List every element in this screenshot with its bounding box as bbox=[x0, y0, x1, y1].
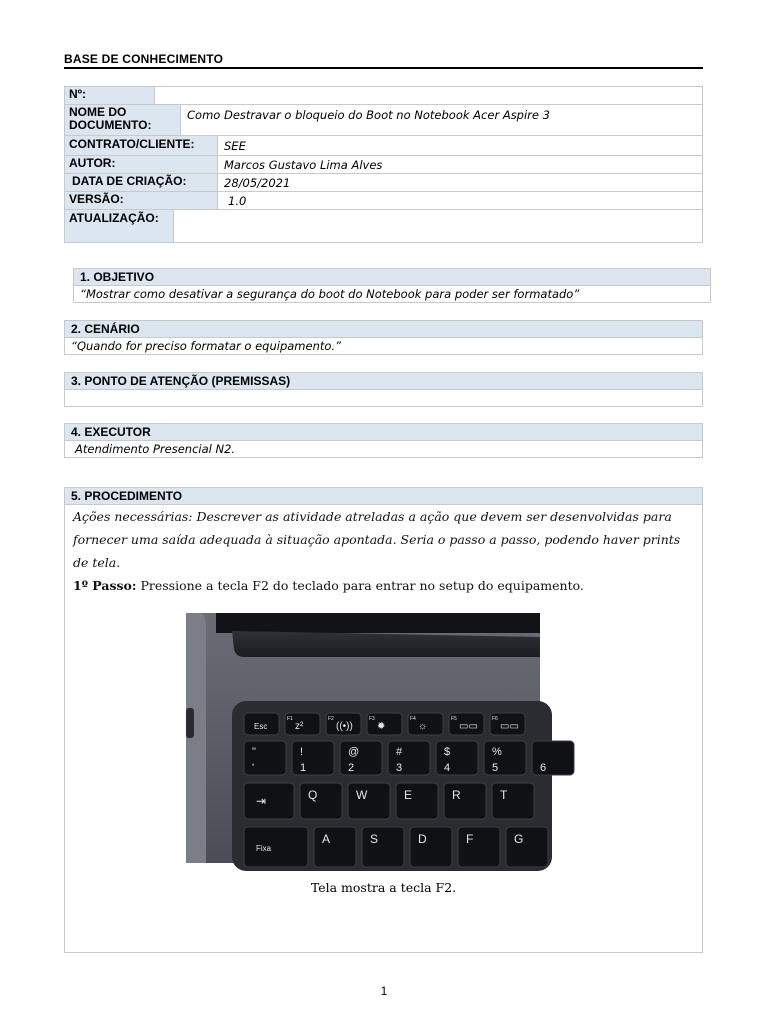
letter-key bbox=[396, 783, 438, 819]
step-1-label: 1º Passo: bbox=[73, 578, 137, 593]
number-key bbox=[388, 741, 430, 775]
section-scenario bbox=[64, 320, 703, 355]
number-key bbox=[340, 741, 382, 775]
procedure-text bbox=[65, 505, 702, 597]
tab-key bbox=[244, 783, 294, 819]
number-key bbox=[532, 741, 574, 775]
letter-key-label: Q bbox=[308, 788, 318, 802]
fn-key-symbol: ☼ bbox=[418, 721, 428, 732]
letter-key-label: R bbox=[452, 788, 461, 802]
letter-key-label: W bbox=[356, 788, 368, 802]
number-key-bottom: 6 bbox=[540, 762, 547, 774]
letter-key-label: G bbox=[514, 832, 524, 846]
info-value-update bbox=[174, 210, 702, 242]
info-label-version: VERSÃO: bbox=[65, 192, 218, 209]
fn-key-label: F4 bbox=[410, 716, 416, 722]
info-row-author bbox=[65, 156, 702, 174]
fn-key-label: F5 bbox=[451, 716, 457, 722]
fn-key-label: F6 bbox=[492, 716, 498, 722]
number-key-bottom: 4 bbox=[444, 762, 451, 774]
section-scenario-text: “Quando for preciso formatar o equipamento.” bbox=[71, 339, 342, 353]
info-row-document-name bbox=[65, 105, 702, 136]
letter-key bbox=[492, 783, 534, 819]
info-value-version: 1.0 bbox=[228, 194, 247, 208]
letter-key bbox=[348, 783, 390, 819]
number-key-top: @ bbox=[348, 746, 360, 758]
info-row-update bbox=[65, 210, 702, 242]
info-label-author: AUTOR: bbox=[65, 156, 218, 173]
document-title: BASE DE CONHECIMENTO bbox=[64, 52, 224, 66]
info-label-document-name: NOME DO DOCUMENTO: bbox=[65, 105, 181, 135]
info-label-contract-client: CONTRATO/CLIENTE: bbox=[65, 136, 218, 155]
info-label-creation-date: DATA DE CRIAÇÃO: bbox=[65, 174, 218, 191]
info-row-version bbox=[65, 192, 702, 210]
number-key-top: ! bbox=[300, 746, 304, 758]
fn-key-symbol: ((•)) bbox=[336, 721, 353, 732]
info-value-number bbox=[155, 87, 702, 104]
number-key-bottom: 1 bbox=[300, 762, 307, 774]
image-caption: Tela mostra a tecla F2. bbox=[310, 880, 457, 895]
section-executor-text: Atendimento Presencial N2. bbox=[75, 442, 236, 456]
fn-key-label: F3 bbox=[369, 716, 375, 722]
keyboard-photo-svg bbox=[186, 613, 547, 863]
number-key bbox=[292, 741, 334, 775]
number-key-top: $ bbox=[444, 746, 451, 758]
info-value-contract-client: SEE bbox=[224, 139, 246, 153]
letter-key-label: A bbox=[322, 832, 331, 846]
letter-key bbox=[444, 783, 486, 819]
letter-key bbox=[300, 783, 342, 819]
letter-key-label: S bbox=[370, 832, 379, 846]
number-key bbox=[436, 741, 478, 775]
info-value-author: Marcos Gustavo Lima Alves bbox=[224, 158, 383, 172]
letter-key-label: F bbox=[466, 832, 474, 846]
number-key-top: " bbox=[252, 746, 256, 758]
tab-key-symbol: ⇥ bbox=[256, 794, 267, 808]
number-key-top: # bbox=[396, 746, 403, 758]
section-executor-title: 4. EXECUTOR bbox=[65, 424, 702, 441]
fn-key-label: F1 bbox=[287, 716, 293, 722]
section-objective-text: “Mostrar como desativar a segurança do boot do Notebook para poder ser formatado” bbox=[80, 287, 580, 301]
keyboard-photo bbox=[186, 613, 547, 863]
info-row-contract-client bbox=[65, 136, 702, 156]
info-value-document-name: Como Destravar o bloqueio do Boot no Notebook Acer Aspire 3 bbox=[187, 108, 550, 122]
letter-key bbox=[410, 827, 452, 867]
number-key-bottom: ' bbox=[252, 762, 255, 774]
screen-bottom bbox=[216, 613, 540, 633]
caps-key bbox=[244, 827, 308, 867]
letter-key bbox=[314, 827, 356, 867]
info-row-number bbox=[65, 87, 702, 105]
caps-key-label: Fixa bbox=[256, 844, 272, 853]
letter-key-label: T bbox=[500, 788, 508, 802]
info-label-number: Nº: bbox=[65, 87, 155, 104]
document-info-table bbox=[64, 86, 703, 243]
section-objective bbox=[73, 268, 711, 303]
letter-key bbox=[458, 827, 500, 867]
info-label-update: ATUALIZAÇÃO: bbox=[65, 210, 174, 242]
number-key bbox=[484, 741, 526, 775]
title-rule bbox=[64, 67, 703, 69]
fn-key-symbol: Esc bbox=[254, 722, 268, 731]
section-attention-point-title: 3. PONTO DE ATENÇÃO (PREMISSAS) bbox=[65, 373, 702, 390]
section-scenario-title: 2. CENÁRIO bbox=[65, 321, 702, 338]
fn-key-symbol: ▭▭ bbox=[500, 721, 519, 732]
fn-key-label: F2 bbox=[328, 716, 334, 722]
procedure-intro: Ações necessárias: Descrever as atividade atreladas a ação que devem ser desenvolvidas para fornecer uma saída adequada à situação apontada. Seria o passo a passo, podendo haver prints de tela. bbox=[73, 509, 681, 570]
number-key-bottom: 5 bbox=[492, 762, 499, 774]
section-objective-title: 1. OBJETIVO bbox=[74, 269, 710, 286]
number-key-top: % bbox=[492, 746, 502, 758]
letter-key bbox=[362, 827, 404, 867]
section-executor bbox=[64, 423, 703, 458]
page-number: 1 bbox=[380, 984, 388, 998]
number-key-bottom: 2 bbox=[348, 762, 355, 774]
fn-key-symbol: ▭▭ bbox=[459, 721, 478, 732]
step-1-text: Pressione a tecla F2 do teclado para entrar no setup do equipamento. bbox=[136, 578, 584, 593]
number-key-bottom: 3 bbox=[396, 762, 403, 774]
letter-key bbox=[506, 827, 548, 867]
section-attention-point-text bbox=[65, 390, 702, 406]
letter-key-label: D bbox=[418, 832, 427, 846]
fn-key-symbol: ✹ bbox=[377, 721, 386, 732]
info-row-creation-date bbox=[65, 174, 702, 192]
section-attention-point bbox=[64, 372, 703, 407]
side-port bbox=[186, 708, 194, 738]
section-procedure-title: 5. PROCEDIMENTO bbox=[65, 488, 702, 505]
info-value-creation-date: 28/05/2021 bbox=[224, 176, 291, 190]
number-key bbox=[244, 741, 286, 775]
letter-key-label: E bbox=[404, 788, 413, 802]
fn-key-symbol: z² bbox=[295, 721, 304, 732]
